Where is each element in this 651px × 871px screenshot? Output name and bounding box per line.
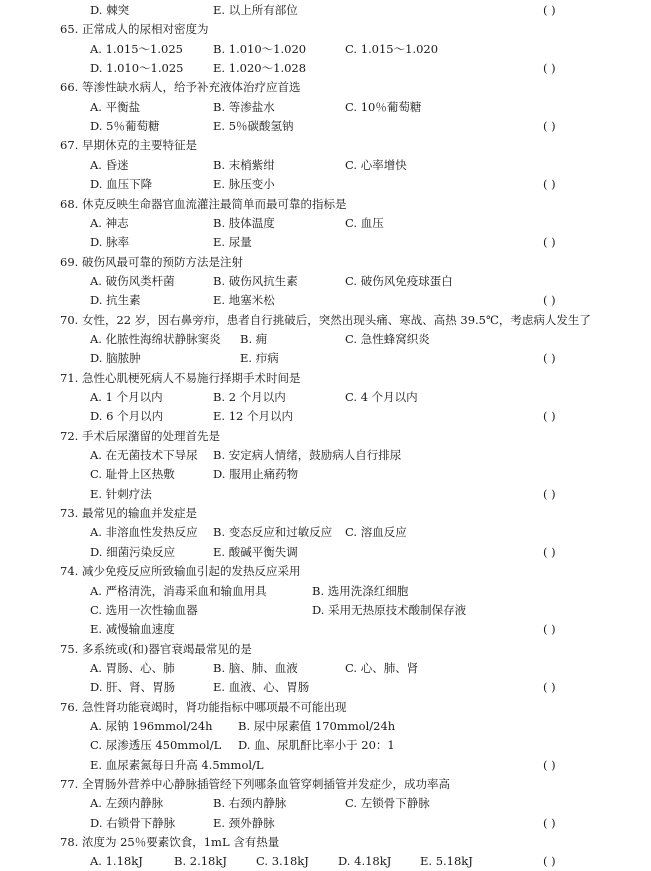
answer-blank[interactable]: ( ) — [543, 293, 556, 308]
options-line — [0, 330, 651, 349]
answer-option: A. 神志 — [90, 215, 129, 230]
answer-option: D. 6 个月以内 — [90, 409, 164, 424]
question-stem: 72. 手术后尿潴留的处理首先是 — [60, 428, 220, 443]
question-stem: 75. 多系统或(和)器官衰竭最常见的是 — [60, 641, 252, 656]
question-stem: 76. 急性肾功能衰竭时，肾功能指标中哪项最不可能出现 — [60, 699, 347, 714]
options-line — [0, 582, 651, 601]
answer-option: A. 尿钠 196mmol/24h — [90, 718, 213, 733]
answer-option: E. 疖病 — [240, 351, 279, 366]
options-line — [0, 156, 651, 175]
answer-option: A. 胃肠、心、肺 — [90, 660, 175, 675]
question-stem: 73. 最常见的输血并发症是 — [60, 506, 197, 521]
question-stem-line — [0, 311, 651, 330]
answer-blank[interactable]: ( ) — [543, 486, 556, 501]
answer-option: C. 左锁骨下静脉 — [345, 796, 430, 811]
options-line — [0, 620, 651, 639]
question-stem: 68. 休克反映生命器官血流灌注最简单而最可靠的指标是 — [60, 196, 347, 211]
options-line — [0, 40, 651, 59]
answer-option: A. 昏迷 — [90, 157, 129, 172]
answer-option: A. 破伤风类杆菌 — [90, 273, 175, 288]
question-stem: 78. 浓度为 25％要素饮食，1mL 含有热量 — [60, 835, 280, 850]
answer-option: B. 尿中尿素值 170mmol/24h — [238, 718, 396, 733]
options-line — [0, 601, 651, 620]
answer-option: B. 痈 — [240, 331, 268, 346]
answer-option: E. 5.18kJ — [420, 854, 473, 869]
answer-blank[interactable]: ( ) — [543, 815, 556, 830]
question-stem: 65. 正常成人的尿相对密度为 — [60, 22, 209, 37]
answer-option: A. 非溶血性发热反应 — [90, 525, 198, 540]
answer-option: B. 选用洗涤红细胞 — [312, 583, 409, 598]
answer-option: A. 1.015～1.025 — [90, 41, 183, 56]
answer-blank[interactable]: ( ) — [543, 177, 556, 192]
answer-option: C. 血压 — [345, 215, 384, 230]
options-line — [0, 214, 651, 233]
answer-option: C. 4 个月以内 — [345, 390, 418, 404]
answer-option: B. 脑、肺、血液 — [213, 660, 298, 675]
answer-option: D. 服用止痛药物 — [213, 467, 299, 482]
answer-option: D. 采用无热原技术酸制保存液 — [312, 602, 467, 617]
answer-option: D. 脉率 — [90, 235, 130, 250]
answer-blank[interactable]: ( ) — [543, 235, 556, 250]
answer-option: B. 安定病人情绪，鼓励病人自行排尿 — [213, 448, 402, 463]
answer-option: D. 棘突 — [90, 3, 130, 17]
answer-option: D. 5％葡萄糖 — [90, 119, 160, 134]
answer-option: A. 平衡盐 — [90, 99, 141, 114]
options-line — [0, 175, 651, 194]
answer-option: A. 化脓性海绵状静脉窦炎 — [90, 331, 221, 346]
options-line — [0, 794, 651, 813]
answer-blank[interactable]: ( ) — [543, 61, 556, 76]
answer-option: D. 右锁骨下静脉 — [90, 815, 176, 830]
question-stem: 70. 女性，22 岁，因右鼻旁疖，患者自行挑破后，突然出现头痛、寒战、高热 39.5℃，考虑病人发生了 — [60, 312, 591, 327]
answer-option: C. 耻骨上区热敷 — [90, 467, 175, 482]
question-stem: 74. 减少免疫反应所致输血引起的发热反应采用 — [60, 564, 301, 579]
answer-option: C. 3.18kJ — [256, 854, 309, 869]
options-line — [0, 852, 651, 871]
answer-option: B. 右颈内静脉 — [213, 796, 287, 811]
answer-option: E. 地塞米松 — [213, 293, 275, 308]
question-stem: 67. 早期休克的主要特征是 — [60, 138, 197, 153]
answer-option: B. 1.010～1.020 — [213, 41, 307, 56]
answer-option: B. 肢体温度 — [213, 215, 275, 230]
question-stem: 69. 破伤风最可靠的预防方法是注射 — [60, 254, 243, 269]
options-line — [0, 59, 651, 78]
answer-option: E. 1.020～1.028 — [213, 61, 307, 76]
answer-option: D. 血压下降 — [90, 177, 153, 192]
options-line — [0, 465, 651, 484]
answer-option: E. 酸碱平衡失调 — [213, 544, 298, 559]
question-stem-line — [0, 504, 651, 523]
options-line — [0, 446, 651, 465]
answer-option: D. 1.010～1.025 — [90, 61, 184, 76]
question-stem: 77. 全胃肠外营养中心静脉插管经下列哪条血管穿刺插管并发症少，成功率高 — [60, 777, 450, 791]
answer-option: E. 颈外静脉 — [213, 815, 275, 830]
question-stem: 71. 急性心肌梗死病人不易施行择期手术时间是 — [60, 370, 301, 385]
answer-blank[interactable]: ( ) — [543, 544, 556, 559]
answer-blank[interactable]: ( ) — [543, 854, 556, 869]
answer-option: C. 10％葡萄糖 — [345, 99, 422, 114]
options-line — [0, 659, 651, 678]
answer-blank[interactable]: ( ) — [543, 622, 556, 637]
answer-option: D. 4.18kJ — [338, 854, 392, 869]
options-line — [0, 678, 651, 697]
options-line — [0, 485, 651, 504]
question-stem: 66. 等渗性缺水病人，给予补充液体治疗应首选 — [60, 80, 301, 95]
question-stem-line — [0, 640, 651, 659]
options-line — [0, 756, 651, 775]
options-line — [0, 349, 651, 368]
answer-option: C. 选用一次性输血器 — [90, 602, 198, 617]
answer-option: B. 2.18kJ — [174, 854, 227, 869]
answer-option: E. 5％碳酸氢钠 — [213, 119, 294, 134]
question-stem-line — [0, 20, 651, 39]
answer-option: E. 以上所有部位 — [213, 3, 298, 17]
answer-option: C. 急性蜂窝织炎 — [345, 331, 430, 346]
answer-option: D. 细菌污染反应 — [90, 544, 176, 559]
answer-option: A. 严格清洗，消毒采血和输血用具 — [90, 583, 267, 598]
answer-blank[interactable]: ( ) — [543, 119, 556, 134]
answer-option: D. 抗生素 — [90, 293, 141, 308]
answer-option: D. 肝、肾、胃肠 — [90, 680, 176, 695]
answer-option: D. 脑脓肿 — [90, 351, 141, 366]
options-line — [0, 98, 651, 117]
answer-option: A. 1 个月以内 — [90, 390, 163, 404]
options-line — [0, 717, 651, 736]
answer-option: E. 血液、心、胃肠 — [213, 680, 310, 695]
answer-option: A. 左颈内静脉 — [90, 796, 164, 811]
options-line — [0, 1, 651, 20]
options-line — [0, 291, 651, 310]
options-line — [0, 117, 651, 136]
answer-option: E. 脉压变小 — [213, 177, 275, 192]
question-stem-line — [0, 698, 651, 717]
answer-option: B. 末梢紫绀 — [213, 157, 275, 172]
question-stem-line — [0, 775, 651, 794]
question-stem-line — [0, 195, 651, 214]
answer-blank[interactable]: ( ) — [543, 3, 556, 17]
answer-option: D. 血、尿肌酐比率小于 20：1 — [238, 738, 395, 753]
answer-option: B. 变态反应和过敏反应 — [213, 525, 333, 540]
answer-option: E. 血尿素氮每日升高 4.5mmol/L — [90, 757, 264, 772]
question-stem-line — [0, 427, 651, 446]
answer-option: C. 1.015～1.020 — [345, 41, 439, 56]
answer-option: E. 尿量 — [213, 235, 252, 250]
question-stem-line — [0, 369, 651, 388]
answer-option: C. 心率增快 — [345, 157, 407, 172]
answer-option: C. 破伤风免疫球蛋白 — [345, 273, 453, 288]
answer-option: E. 针刺疗法 — [90, 486, 152, 501]
question-stem-line — [0, 136, 651, 155]
answer-option: C. 溶血反应 — [345, 525, 407, 540]
answer-option: B. 等渗盐水 — [213, 99, 275, 114]
answer-blank[interactable]: ( ) — [543, 680, 556, 695]
options-line — [0, 407, 651, 426]
options-line — [0, 272, 651, 291]
answer-blank[interactable]: ( ) — [543, 409, 556, 424]
options-line — [0, 543, 651, 562]
answer-option: A. 1.18kJ — [90, 854, 143, 869]
options-line — [0, 523, 651, 542]
options-line — [0, 388, 651, 407]
answer-option: E. 减慢输血速度 — [90, 622, 175, 637]
question-stem-line — [0, 562, 651, 581]
options-line — [0, 736, 651, 755]
options-line — [0, 233, 651, 252]
answer-option: A. 在无菌技术下导尿 — [90, 448, 198, 463]
question-stem-line — [0, 78, 651, 97]
answer-option: C. 心、肺、肾 — [345, 660, 419, 675]
answer-option: B. 破伤风抗生素 — [213, 273, 298, 288]
answer-option: C. 尿渗透压 450mmol/L — [90, 738, 222, 753]
answer-blank[interactable]: ( ) — [543, 757, 556, 772]
answer-option: E. 12 个月以内 — [213, 409, 293, 424]
answer-option: B. 2 个月以内 — [213, 390, 286, 404]
options-line — [0, 814, 651, 833]
answer-blank[interactable]: ( ) — [543, 351, 556, 366]
question-stem-line — [0, 833, 651, 852]
question-stem-line — [0, 253, 651, 272]
